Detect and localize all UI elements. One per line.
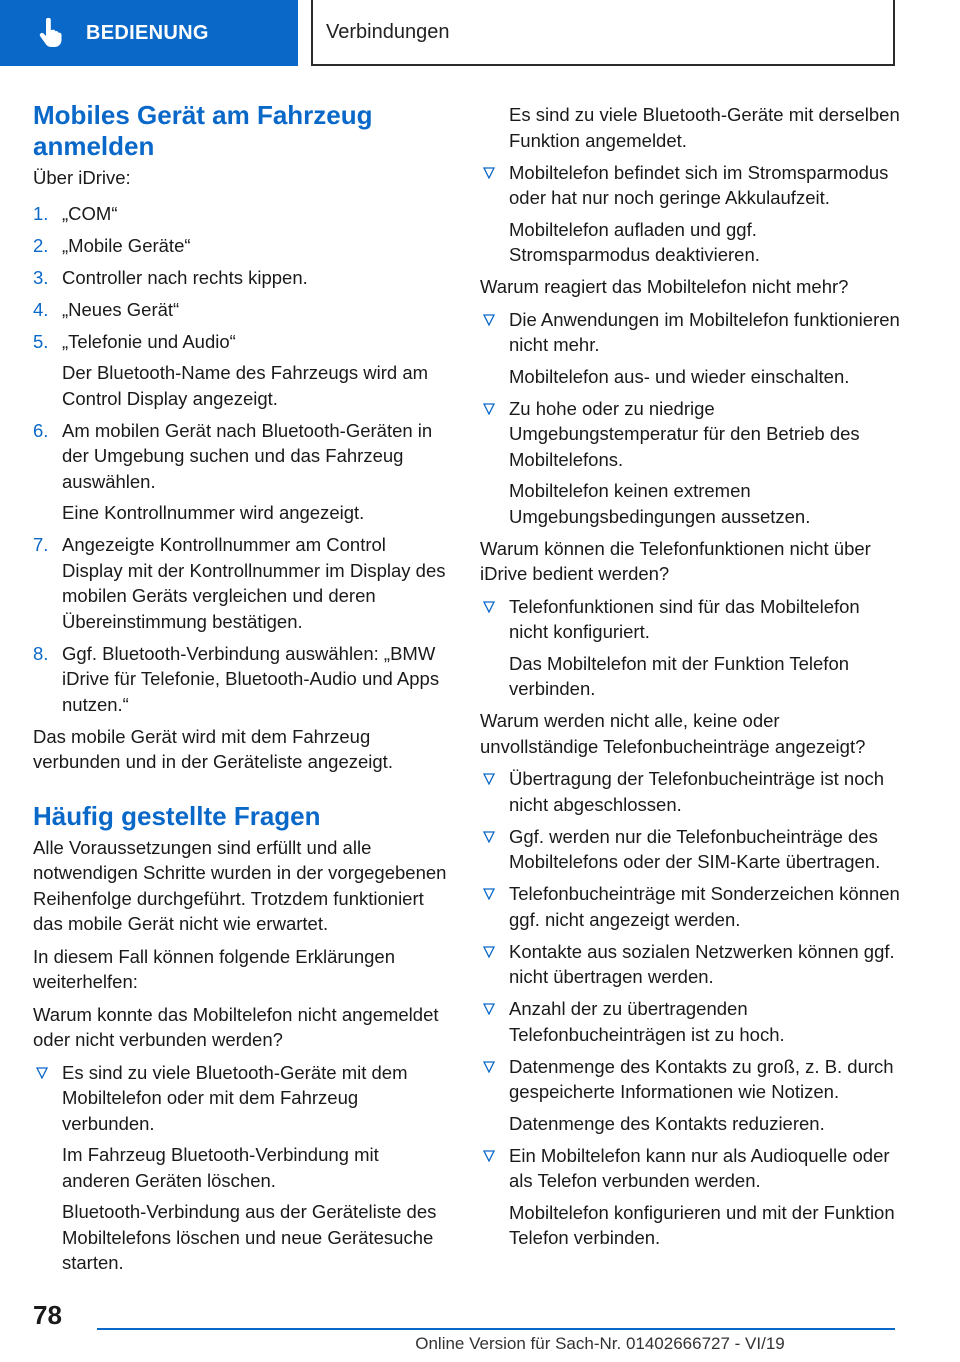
after-steps-text: Das mobile Gerät wird mit dem Fahrzeug verbunden und in der Geräteliste angezeigt.: [33, 725, 393, 772]
intro-text: Über iDrive:: [33, 167, 131, 188]
faq-answer-note: Im Fahrzeug Bluetooth-Verbindung mit anderen Geräten löschen.: [62, 1144, 379, 1191]
faq-answer-item: [480, 996, 900, 1047]
section-title-faq: Häufig gestellte Fragen: [33, 800, 321, 831]
faq-answer-note: Mobiltelefon aufladen und ggf. Stromsparmodus deaktivieren.: [509, 218, 760, 265]
triangle-bullet-icon: [36, 1067, 48, 1079]
step-text: Controller nach rechts kippen.: [62, 266, 308, 288]
triangle-bullet-icon: [483, 601, 495, 613]
faq-answer-note: Das Mobiltelefon mit der Funktion Telefon verbinden.: [509, 652, 850, 699]
step-number: 4.: [33, 298, 49, 320]
step-item: [33, 297, 447, 323]
left-column: [33, 100, 447, 1282]
step-number: 3.: [33, 266, 49, 288]
faq-answer-text: Es sind zu viele Bluetooth-Geräte mit dem Mobiltelefon oder mit dem Fahrzeug verbunden.: [62, 1061, 408, 1134]
faq-intro-2: In diesem Fall können folgende Erklärungen weiterhelfen:: [33, 945, 396, 992]
faq-answer-text: Telefonbucheinträge mit Sonderzeichen können ggf. nicht angezeigt werden.: [509, 883, 900, 930]
faq-answer-list: [480, 766, 900, 1251]
footer-text: Online Version für Sach-Nr. 01402666727 - VI/19: [415, 1334, 785, 1353]
faq-answer-item: [480, 939, 900, 990]
step-number: 7.: [33, 534, 49, 555]
faq-answer-note: Mobiltelefon konfigurieren und mit der Funktion Telefon verbinden.: [509, 1201, 895, 1248]
section-title-pairing: Mobiles Gerät am Fahrzeug anmelden: [33, 100, 373, 161]
step-number: 6.: [33, 419, 49, 441]
faq-answer-text: Ein Mobiltelefon kann nur als Audioquelle oder als Telefon verbunden werden.: [509, 1144, 890, 1191]
faq-answer-list: [480, 160, 900, 268]
triangle-bullet-icon: [483, 773, 495, 785]
faq-answer-text: Anzahl der zu übertragenden Telefonbucheinträgen ist zu hoch.: [509, 998, 785, 1045]
step-item: [33, 418, 447, 526]
faq-question: Warum werden nicht alle, keine oder unvollständige Telefonbucheinträge angezeigt?: [480, 710, 866, 757]
header-tab[interactable]: [0, 0, 298, 66]
header-section: [311, 0, 895, 66]
step-text: Angezeigte Kontrollnummer am Control Display mit der Kontrollnummer im Display des mobilen Geräts vergleichen und deren Übereinstimmung bestätigen.: [62, 534, 446, 632]
triangle-bullet-icon: [483, 1061, 495, 1073]
triangle-bullet-icon: [483, 314, 495, 326]
step-item: [33, 233, 447, 259]
faq-answer-text: Datenmenge des Kontakts zu groß, z. B. durch gespeicherte Informationen wie Notizen.: [509, 1055, 894, 1102]
faq-answer-item: [480, 396, 900, 530]
triangle-bullet-icon: [483, 167, 495, 179]
faq-answer-text: Ggf. werden nur die Telefonbucheinträge des Mobiltelefons oder der SIM-Karte übertragen.: [509, 825, 881, 872]
step-item: [33, 641, 447, 718]
step-item: [33, 532, 447, 634]
faq-answer-item: [480, 1054, 900, 1137]
step-item: [33, 265, 447, 291]
step-item: [33, 201, 447, 227]
step-item: [33, 329, 447, 412]
faq-answer-text: Telefonfunktionen sind für das Mobiltelefon nicht konfiguriert.: [509, 595, 860, 642]
faq-intro-1: Alle Voraussetzungen sind erfüllt und alle notwendigen Schritte wurden in der vorgegebenen Reihenfolge durchgeführt. Trotzdem funktioniert das mobile Gerät nicht wie erwartet.: [33, 836, 447, 934]
footer-divider: [97, 1328, 895, 1330]
faq-answer-note: Datenmenge des Kontakts reduzieren.: [509, 1112, 825, 1134]
page-number: 78: [33, 1300, 62, 1330]
faq-answer-item: [480, 594, 900, 702]
faq-answer-item: [33, 1060, 447, 1276]
step-number: 5.: [33, 330, 49, 352]
faq-answer-text: Übertragung der Telefonbucheinträge ist noch nicht abgeschlossen.: [509, 768, 885, 815]
header-tab-label: BEDIENUNG: [86, 21, 209, 44]
triangle-bullet-icon: [483, 1150, 495, 1162]
step-text: „COM“: [62, 202, 118, 224]
faq-question: Warum reagiert das Mobiltelefon nicht mehr?: [480, 276, 849, 297]
faq-answer-item: [480, 1143, 900, 1251]
faq-answer-note: Bluetooth-Verbindung aus der Geräteliste des Mobiltelefons löschen und neue Gerätesuche starten.: [62, 1201, 437, 1273]
step-text: Ggf. Bluetooth-Verbindung auswählen: „BMW iDrive für Telefonie, Bluetooth-Audio und Apps nutzen.“: [62, 642, 440, 715]
triangle-bullet-icon: [483, 1003, 495, 1015]
triangle-bullet-icon: [483, 403, 495, 415]
faq-question: Warum können die Telefonfunktionen nicht über iDrive bedient werden?: [480, 537, 871, 584]
faq-answer-item: [480, 160, 900, 268]
faq-answer-item: [480, 824, 900, 875]
faq-question: Warum konnte das Mobiltelefon nicht angemeldet oder nicht verbunden werden?: [33, 1003, 439, 1050]
faq-answer-continuation: Es sind zu viele Bluetooth-Geräte mit derselben Funktion angemeldet.: [509, 104, 900, 151]
faq-answer-list: [480, 594, 900, 702]
step-number: 1.: [33, 202, 49, 224]
step-number: 2.: [33, 234, 49, 256]
faq-answer-note: Mobiltelefon keinen extremen Umgebungsbedingungen aussetzen.: [509, 480, 811, 527]
step-note: Der Bluetooth-Name des Fahrzeugs wird am Control Display angezeigt.: [62, 362, 429, 409]
triangle-bullet-icon: [483, 831, 495, 843]
triangle-bullet-icon: [483, 946, 495, 958]
step-text: Am mobilen Gerät nach Bluetooth-Geräten in der Umgebung suchen und das Fahrzeug auswählen.: [62, 419, 433, 492]
step-number: 8.: [33, 642, 49, 664]
faq-answer-text: Mobiltelefon befindet sich im Stromsparmodus oder hat nur noch geringe Akkulaufzeit.: [509, 161, 889, 208]
faq-answer-text: Kontakte aus sozialen Netzwerken können ggf. nicht übertragen werden.: [509, 940, 895, 987]
step-text: „Mobile Geräte“: [62, 234, 191, 256]
faq-answer-text: Die Anwendungen im Mobiltelefon funktionieren nicht mehr.: [509, 308, 900, 355]
step-note: Eine Kontrollnummer wird angezeigt.: [62, 502, 365, 523]
header-section-label: Verbindungen: [326, 20, 450, 43]
step-text: „Telefonie und Audio“: [62, 330, 236, 352]
triangle-bullet-icon: [483, 888, 495, 900]
faq-answer-text: Zu hohe oder zu niedrige Umgebungstemperatur für den Betrieb des Mobiltelefons.: [509, 397, 860, 470]
right-column: [480, 102, 900, 1257]
faq-answer-item: [480, 766, 900, 817]
faq-answer-list: [33, 1060, 447, 1276]
faq-answer-list: [480, 307, 900, 530]
step-list: [33, 201, 447, 718]
step-text: „Neues Gerät“: [62, 298, 180, 320]
hand-pointer-icon: [38, 18, 64, 48]
faq-answer-note: Mobiltelefon aus- und wieder einschalten.: [509, 365, 850, 387]
faq-answer-item: [480, 881, 900, 932]
faq-answer-item: [480, 307, 900, 390]
